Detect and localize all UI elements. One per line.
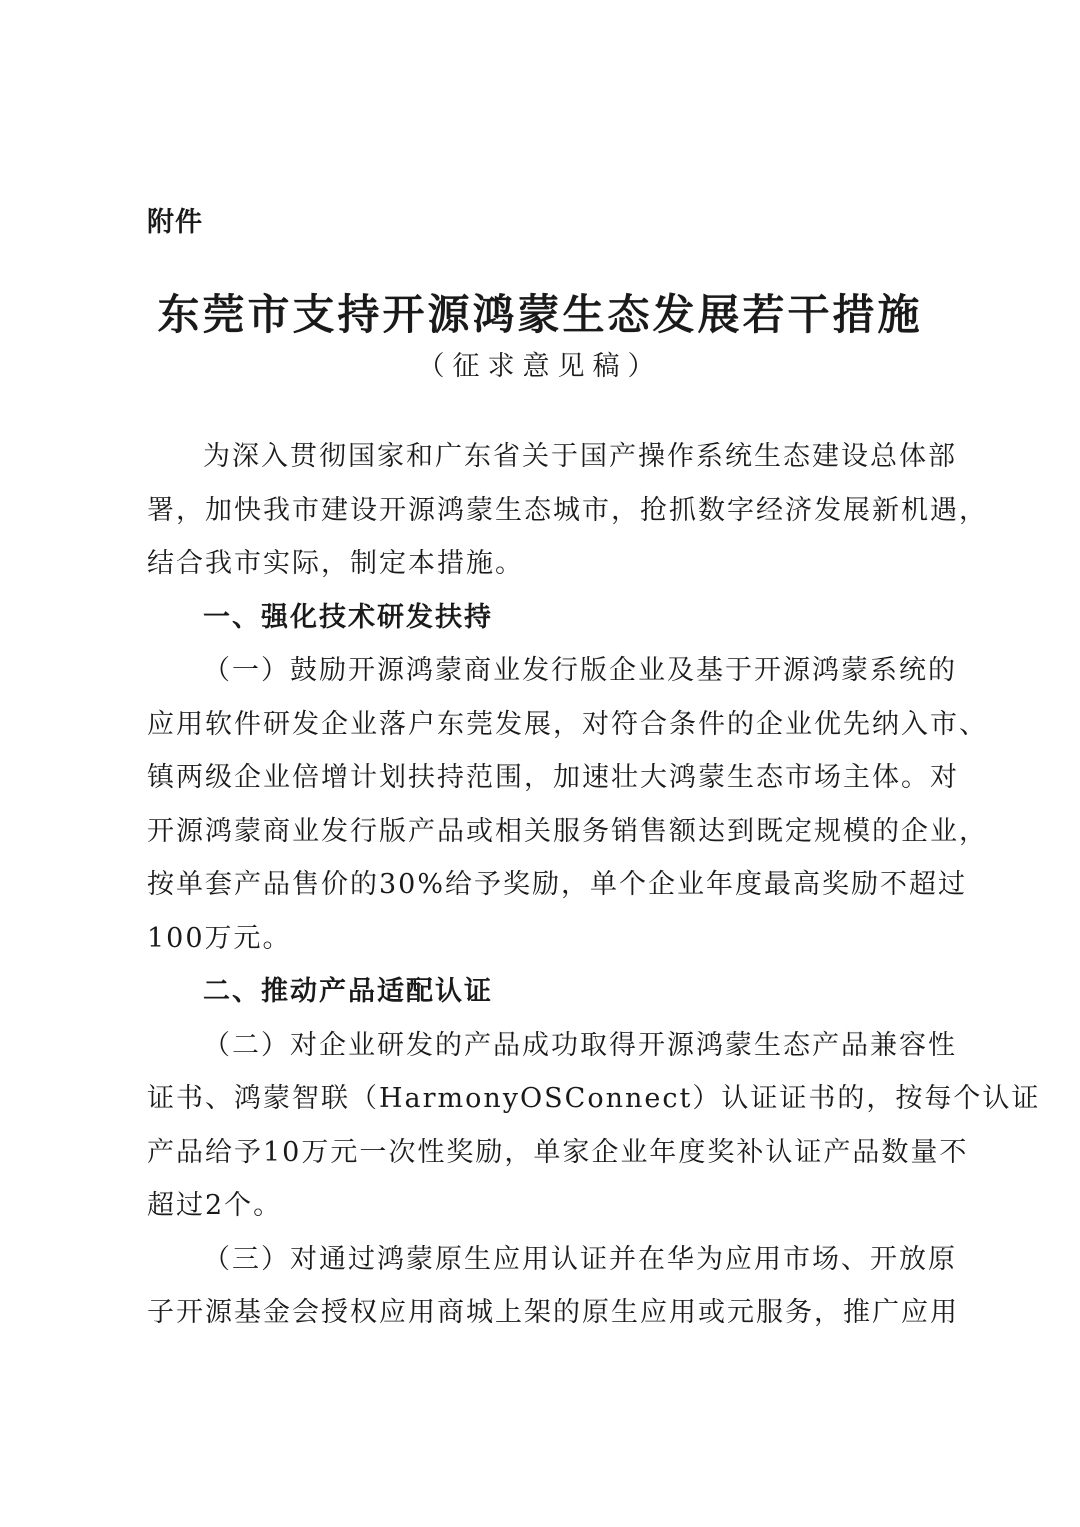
section-heading-1: 一、强化技术研发扶持 bbox=[203, 601, 493, 633]
annex-label: 附件 bbox=[147, 207, 203, 238]
document-subtitle: （征求意见稿） bbox=[417, 351, 663, 382]
paragraph-line: 子开源基金会授权应用商城上架的原生应用或元服务，推广应用 bbox=[147, 1297, 959, 1328]
document-body bbox=[147, 430, 1041, 1340]
paragraph-line: （三）对通过鸿蒙原生应用认证并在华为应用市场、开放原 bbox=[203, 1243, 957, 1275]
intro-line: 为深入贯彻国家和广东省关于国产操作系统生态建设总体部 bbox=[203, 441, 957, 472]
paragraph-line: 超过2个。 bbox=[147, 1190, 283, 1221]
paragraph-line: 产品给予10万元一次性奖励，单家企业年度奖补认证产品数量不 bbox=[147, 1136, 969, 1168]
document-title: 东莞市支持开源鸿蒙生态发展若干措施 bbox=[157, 290, 923, 339]
paragraph-line: （一）鼓励开源鸿蒙商业发行版企业及基于开源鸿蒙系统的 bbox=[203, 655, 957, 686]
paragraph-line: 开源鸿蒙商业发行版产品或相关服务销售额达到既定规模的企业， bbox=[147, 815, 988, 847]
paragraph-line: 证书、鸿蒙智联（HarmonyOSConnect）认证证书的，按每个认证 bbox=[147, 1083, 1041, 1114]
paragraph-line: 按单套产品售价的30%给予奖励，单个企业年度最高奖励不超过 bbox=[147, 869, 968, 900]
intro-line: 结合我市实际，制定本措施。 bbox=[147, 548, 524, 579]
section-heading-2: 二、推动产品适配认证 bbox=[203, 976, 493, 1007]
paragraph-line: 应用软件研发企业落户东莞发展，对符合条件的企业优先纳入市、 bbox=[147, 708, 988, 740]
intro-line: 署，加快我市建设开源鸿蒙生态城市，抢抓数字经济发展新机遇， bbox=[147, 494, 988, 526]
paragraph-line: （二）对企业研发的产品成功取得开源鸿蒙生态产品兼容性 bbox=[203, 1029, 957, 1061]
paragraph-line: 100万元。 bbox=[147, 922, 292, 954]
paragraph-line: 镇两级企业倍增计划扶持范围，加速壮大鸿蒙生态市场主体。对 bbox=[147, 762, 959, 793]
